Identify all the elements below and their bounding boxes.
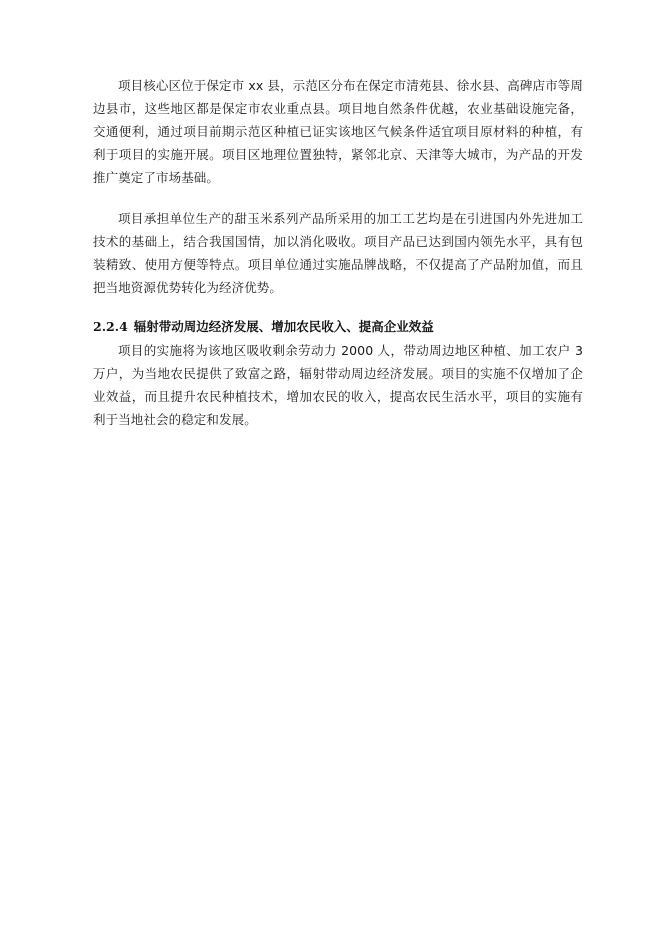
section-title: 辐射带动周边经济发展、增加农民收入、提高企业效益 <box>133 319 434 334</box>
section-heading <box>93 316 583 337</box>
paragraph-benefits: 项目的实施将为该地区吸收剩余劳动力 2000 人，带动周边地区种植、加工农户 3 万户，为当地农民提供了致富之路，辐射带动周边经济发展。项目的实施不仅增加了企业效益，而且提升农民种植技术，增加农民的收入，提高农民生活水平，项目的实施有利于当地社会的稳定和发展。 <box>93 343 583 427</box>
section-number: 2.2.4 <box>93 319 128 334</box>
paragraph-technology: 项目承担单位生产的甜玉米系列产品所采用的加工工艺均是在引进国内外先进加工技术的基础上，结合我国国情，加以消化吸收。项目产品已达到国内领先水平，具有包装精致、使用方便等特点。项目单位通过实施品牌战略，不仅提高了产品附加值，而且把当地资源优势转化为经济优势。 <box>93 211 583 295</box>
document-body <box>93 74 583 431</box>
paragraph-location: 项目核心区位于保定市 xx 县，示范区分布在保定市清苑县、徐水县、高碑店市等周边县市，这些地区都是保定市农业重点县。项目地自然条件优越，农业基础设施完备，交通便利，通过项目前期示范区种植已证实该地区气候条件适宜项目原材料的种植，有利于项目的实施开展。项目区地理位置独特，紧邻北京、天津等大城市，为产品的开发推广奠定了市场基础。 <box>93 78 583 185</box>
